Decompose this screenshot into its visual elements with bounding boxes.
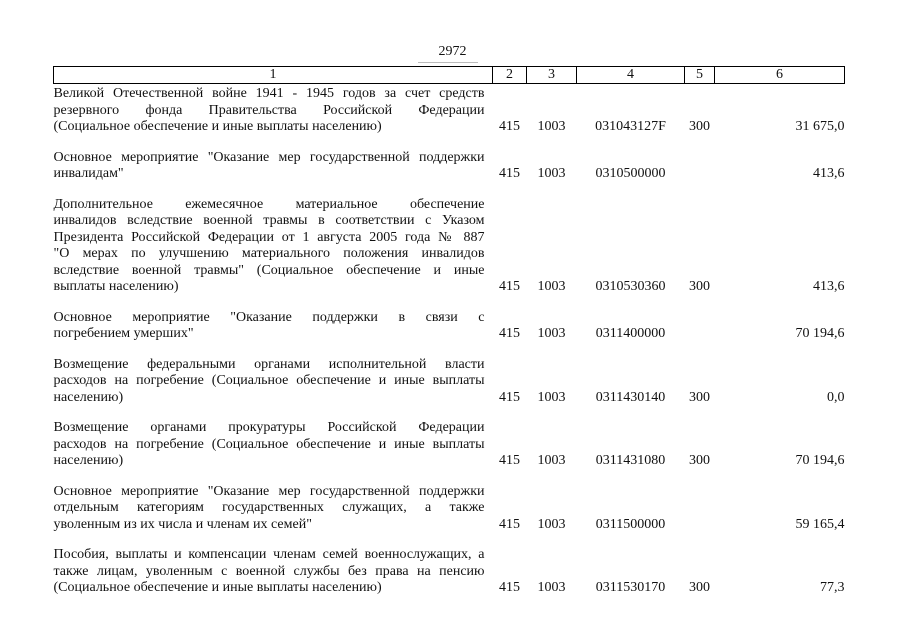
description-line: Возмещение органами прокуратуры Российской Федерации xyxy=(53,420,485,435)
row-description xyxy=(54,357,493,421)
description-line: (Социальное обеспечение и иные выплаты населению) xyxy=(53,580,382,595)
description-line: населению) xyxy=(53,453,124,468)
description-line: Дополнительное ежемесячное материальное обеспечение xyxy=(53,196,485,212)
ministry-code: 415 xyxy=(499,326,520,341)
amount: 70 194,6 xyxy=(795,326,845,341)
section-code: 1003 xyxy=(537,166,566,181)
section-code: 1003 xyxy=(537,119,566,134)
description-line: Возмещение федеральными органами исполнительной власти xyxy=(53,356,485,372)
row-description xyxy=(54,310,493,357)
budget-table xyxy=(53,66,845,611)
table-row xyxy=(54,420,845,484)
table-row xyxy=(54,484,845,548)
description-line: Основное мероприятие "Оказание мер государственной поддержки xyxy=(53,149,485,165)
description-line: Президента Российской Федерации от 1 августа 2005 года № 887 xyxy=(53,229,485,245)
description-line: (Социальное обеспечение и иные выплаты населению) xyxy=(53,119,382,134)
description-line: Пособия, выплаты и компенсации членам семей военнослужащих, а xyxy=(53,547,485,562)
description-line: погребением умерших" xyxy=(53,326,194,341)
amount: 59 165,4 xyxy=(795,516,845,532)
section-code: 1003 xyxy=(537,580,566,595)
expense-type-code: 300 xyxy=(689,119,710,134)
page-number: 2972 xyxy=(438,44,467,59)
amount: 31 675,0 xyxy=(795,119,845,134)
column-header: 1 xyxy=(54,67,493,84)
section-code: 1003 xyxy=(537,389,566,405)
description-line: выплаты населению) xyxy=(53,279,179,294)
amount: 413,6 xyxy=(813,166,845,181)
row-description xyxy=(54,420,493,484)
ministry-code: 415 xyxy=(499,453,520,468)
column-header: 2 xyxy=(493,67,527,84)
expense-type-code: 300 xyxy=(689,389,710,405)
table-row xyxy=(54,197,845,310)
description-line: расходов на погребение (Социальное обеспечение и иные выплаты xyxy=(53,436,485,452)
description-line: вследствие военной травмы" (Социальное обеспечение и иные xyxy=(53,262,485,278)
ministry-code: 415 xyxy=(499,580,520,595)
table-row xyxy=(54,150,845,197)
section-code: 1003 xyxy=(537,516,566,532)
expense-type-code: 300 xyxy=(689,279,710,294)
description-line: уволенным из их числа и членам их семей" xyxy=(53,516,312,532)
column-header: 4 xyxy=(577,67,685,84)
column-header: 5 xyxy=(685,67,715,84)
description-line: инвалидам" xyxy=(53,166,124,181)
description-line: населению) xyxy=(53,389,124,405)
table-header-row xyxy=(54,67,845,84)
row-description xyxy=(54,197,493,310)
expense-type-code xyxy=(685,310,715,357)
description-line: Основное мероприятие "Оказание мер государственной поддержки xyxy=(53,483,485,499)
table-row xyxy=(54,310,845,357)
expense-type-code xyxy=(685,150,715,197)
description-line: инвалидов вследствие военной травмы в соответствии с Указом xyxy=(53,213,485,228)
amount: 77,3 xyxy=(820,580,845,595)
target-article-code: 031043127F xyxy=(595,119,666,134)
target-article-code: 0311500000 xyxy=(595,516,666,532)
section-code: 1003 xyxy=(537,279,566,294)
row-description xyxy=(54,484,493,548)
amount: 70 194,6 xyxy=(795,453,845,468)
expense-type-code xyxy=(685,484,715,548)
target-article-code: 0310500000 xyxy=(595,166,666,181)
ministry-code: 415 xyxy=(499,166,520,181)
target-article-code: 0310530360 xyxy=(595,279,666,294)
target-article-code: 0311430140 xyxy=(595,389,666,405)
description-line: также лицам, уволенным с военной службы без права на пенсию xyxy=(53,563,485,579)
ministry-code: 415 xyxy=(499,279,520,294)
target-article-code: 0311431080 xyxy=(595,453,666,468)
target-article-code: 0311400000 xyxy=(595,326,666,341)
description-line: Великой Отечественной войне 1941 - 1945 годов за счет средств xyxy=(53,86,485,101)
column-header: 3 xyxy=(527,67,577,84)
ministry-code: 415 xyxy=(499,516,520,532)
ministry-code: 415 xyxy=(499,119,520,134)
ministry-code: 415 xyxy=(499,389,520,405)
description-line: расходов на погребение (Социальное обеспечение и иные выплаты xyxy=(53,373,485,388)
description-line: резервного фонда Правительства Российской Федерации xyxy=(53,102,485,118)
table-row xyxy=(54,357,845,421)
column-header: 6 xyxy=(715,67,845,84)
description-line: отдельным категориям государственных служащих, а также xyxy=(53,500,485,515)
table-row xyxy=(54,547,845,611)
target-article-code: 0311530170 xyxy=(595,580,666,595)
row-description xyxy=(54,547,493,611)
row-description xyxy=(54,150,493,197)
row-description xyxy=(54,84,493,150)
amount: 413,6 xyxy=(813,279,845,294)
description-line: "О мерах по улучшению материального положения инвалидов xyxy=(53,246,485,261)
page-number-underline xyxy=(418,62,478,63)
description-line: Основное мероприятие "Оказание поддержки в связи с xyxy=(53,309,485,325)
amount: 0,0 xyxy=(827,389,845,405)
expense-type-code: 300 xyxy=(689,580,710,595)
expense-type-code: 300 xyxy=(689,453,710,468)
section-code: 1003 xyxy=(537,326,566,341)
section-code: 1003 xyxy=(537,453,566,468)
table-row xyxy=(54,84,845,150)
